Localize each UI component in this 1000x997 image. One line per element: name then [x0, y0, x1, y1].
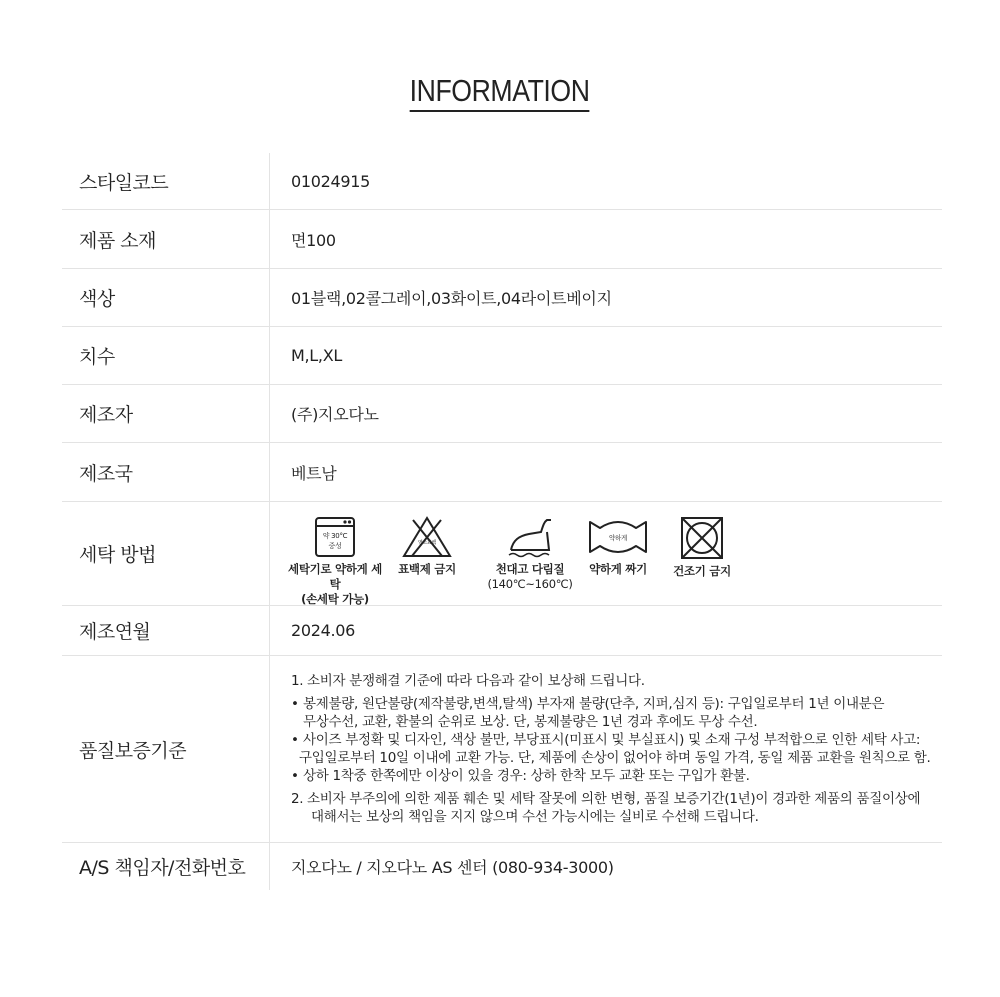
label-as: A/S 책임자/전화번호: [62, 843, 270, 890]
row-style-code: [62, 153, 942, 210]
warranty-bullet: • 상하 1착중 한쪽에만 이상이 있을 경우: 상하 한착 모두 교환 또는 구입가 환불.: [291, 768, 750, 784]
row-material: [62, 210, 942, 269]
row-warranty: [62, 656, 942, 843]
warranty-item-1-num: 1.: [291, 673, 304, 689]
no-tumble-dry-icon: [680, 516, 724, 560]
care-icons: [284, 502, 740, 605]
page-title: INFORMATION: [410, 72, 590, 112]
warranty-item-2-num: 2.: [291, 791, 304, 807]
label-date: 제조연월: [62, 606, 270, 655]
bleach-inner-text: 염소표백: [417, 540, 437, 546]
row-date: [62, 606, 942, 656]
row-country: [62, 443, 942, 502]
warranty-item-2-line-1: 소비자 부주의에 의한 제품 훼손 및 세탁 잘못에 의한 변형, 품질 보증기간(1년)이 경과한 제품의 품질이상에: [307, 791, 921, 807]
care-caption-iron-1: 천대고 다림질: [495, 562, 565, 576]
label-warranty: 품질보증기준: [62, 656, 270, 842]
value-color: 01블랙,02콜그레이,03화이트,04라이트베이지: [291, 289, 612, 308]
warranty-item-1: [291, 672, 645, 690]
care-item-iron: [484, 516, 576, 592]
row-color: [62, 269, 942, 327]
warranty-bullet-2-line-1: 사이즈 부정확 및 디자인, 색상 불만, 부당표시(미표시 및 부실표시) 및 소재 구성 부적합으로 인한 세탁 사고:: [303, 732, 921, 748]
page-title-wrap: [0, 72, 1000, 112]
wring-inner-text: 약하게: [609, 534, 627, 542]
warranty-item-1-text: 소비자 분쟁해결 기준에 따라 다음과 같이 보상해 드립니다.: [307, 673, 645, 689]
label-style-code: 스타일코드: [62, 153, 270, 209]
care-caption-iron-2: (140℃~160℃): [487, 577, 573, 591]
label-size: 치수: [62, 327, 270, 384]
label-color: 색상: [62, 269, 270, 326]
no-bleach-icon: [402, 516, 452, 558]
value-material: 면100: [291, 230, 336, 250]
care-caption-bleach: 표백제 금지: [398, 562, 456, 576]
warranty-bullets: [291, 695, 931, 785]
care-caption-wash-1: 세탁기로 약하게 세탁: [288, 562, 382, 591]
info-table: [62, 153, 942, 890]
value-date: 2024.06: [291, 621, 356, 640]
warranty-bullet: • 봉제불량, 원단불량(제작불량,변색,탈색) 부자재 불량(단추, 지퍼,심지 등): 구입일로부터 1년 이내분은 무상수선, 교환, 환불의 순위로 보상. 단, 봉제불량은 1년 경과 후에도 무상 수선.: [291, 696, 885, 730]
warranty-bullet-3-line-1: 상하 1착중 한쪽에만 이상이 있을 경우: 상하 한착 모두 교환 또는 구입가 환불.: [303, 768, 750, 784]
wash-temp-text: 약 30°C: [322, 532, 348, 540]
label-washing: 세탁 방법: [62, 502, 270, 605]
label-country: 제조국: [62, 443, 270, 501]
care-item-wring: [580, 516, 656, 577]
care-caption-wring: 약하게 짜기: [589, 562, 647, 576]
row-washing: [62, 502, 942, 606]
warranty-bullet: • 사이즈 부정확 및 디자인, 색상 불만, 부당표시(미표시 및 부실표시) 및 소재 구성 부적합으로 인한 세탁 사고: 구입일로부터 10일 이내에 교환 가능. 단, 제품에 손상이 없어야 하며 동일 가격, 동일 제품 교환을 원칙으로 함.: [291, 732, 931, 766]
iron-cloth-icon: [507, 516, 553, 558]
warranty-bullet-1-line-1: 봉제불량, 원단불량(제작불량,변색,탈색) 부자재 불량(단추, 지퍼,심지 등): 구입일로부터 1년 이내분은: [303, 696, 885, 712]
care-item-dryer: [664, 516, 740, 579]
label-manufacturer: 제조자: [62, 385, 270, 442]
warranty-item-2: [291, 790, 920, 826]
care-caption-dryer: 건조기 금지: [673, 564, 731, 578]
value-washing: [270, 502, 942, 605]
value-size: M,L,XL: [291, 346, 342, 365]
label-material: 제품 소재: [62, 210, 270, 268]
wash-neutral-text: 중성: [328, 542, 342, 550]
row-manufacturer: [62, 385, 942, 443]
care-item-wash: [284, 516, 386, 607]
row-as: [62, 843, 942, 890]
care-item-bleach: [382, 516, 472, 577]
value-manufacturer: (주)지오다노: [291, 405, 379, 424]
care-caption-wash-2: (손세탁 가능): [301, 592, 369, 606]
warranty-bullet-1-line-2: 무상수선, 교환, 환불의 순위로 보상. 단, 봉제불량은 1년 경과 후에도 무상 수선.: [303, 714, 758, 730]
warranty-item-2-line-2: 대해서는 보상의 책임을 지지 않으며 수선 가능시에는 실비로 수선해 드립니다.: [311, 809, 759, 825]
washing-machine-30c-icon: [314, 516, 356, 558]
warranty-bullet-2-line-2: 구입일로부터 10일 이내에 교환 가능. 단, 제품에 손상이 없어야 하며 동일 가격, 동일 제품 교환을 원칙으로 함.: [299, 750, 931, 766]
gentle-wring-icon: [588, 516, 648, 558]
value-as: 지오다노 / 지오다노 AS 센터 (080-934-3000): [291, 858, 614, 877]
row-size: [62, 327, 942, 385]
value-style-code: 01024915: [291, 171, 371, 191]
value-warranty: [270, 656, 942, 842]
value-country: 베트남: [291, 463, 337, 483]
